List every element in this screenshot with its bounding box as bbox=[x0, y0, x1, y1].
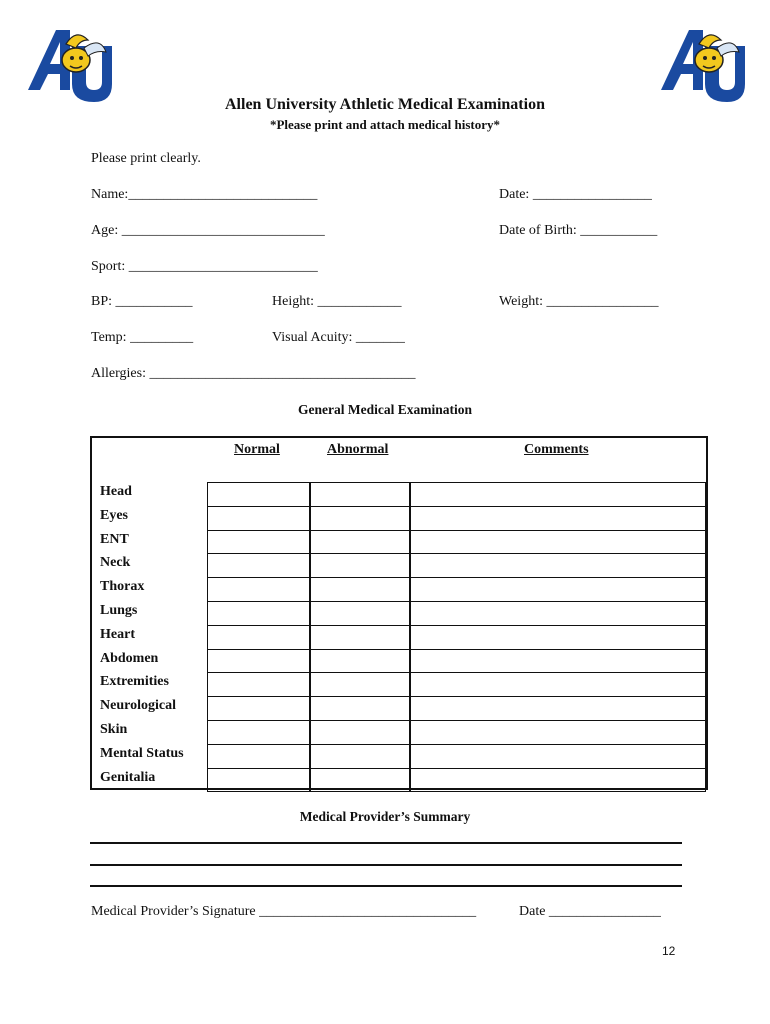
abnormal-cell[interactable] bbox=[310, 553, 410, 578]
comments-cell[interactable] bbox=[410, 768, 706, 793]
print-instruction: Please print clearly. bbox=[91, 151, 201, 166]
normal-cell[interactable] bbox=[207, 530, 310, 555]
abnormal-cell[interactable] bbox=[310, 577, 410, 602]
row-label: Eyes bbox=[100, 507, 128, 523]
row-label: Neurological bbox=[100, 698, 176, 714]
comments-cell[interactable] bbox=[410, 720, 706, 745]
normal-cell[interactable] bbox=[207, 553, 310, 578]
comments-cell[interactable] bbox=[410, 649, 706, 674]
column-header-comments: Comments bbox=[524, 442, 589, 457]
summary-line-1[interactable] bbox=[90, 842, 682, 844]
comments-cell[interactable] bbox=[410, 482, 706, 507]
row-label: Thorax bbox=[100, 579, 145, 595]
row-label: Skin bbox=[100, 722, 128, 737]
row-label: Abdomen bbox=[100, 650, 159, 666]
comments-cell[interactable] bbox=[410, 696, 706, 721]
abnormal-cell[interactable] bbox=[310, 482, 410, 507]
normal-cell[interactable] bbox=[207, 577, 310, 602]
age-field[interactable]: Age: _____________________________ bbox=[91, 223, 325, 238]
comments-cell[interactable] bbox=[410, 577, 706, 602]
comments-cell[interactable] bbox=[410, 744, 706, 769]
normal-cell[interactable] bbox=[207, 506, 310, 531]
comments-cell[interactable] bbox=[410, 553, 706, 578]
column-header-abnormal: Abnormal bbox=[327, 442, 389, 457]
normal-cell[interactable] bbox=[207, 744, 310, 769]
allen-university-logo-right bbox=[659, 26, 745, 104]
normal-cell[interactable] bbox=[207, 672, 310, 697]
allen-university-logo-left bbox=[26, 26, 112, 104]
form-subtitle: *Please print and attach medical history* bbox=[269, 117, 500, 132]
row-label: Head bbox=[100, 484, 132, 499]
comments-cell[interactable] bbox=[410, 625, 706, 650]
row-label: Mental Status bbox=[100, 745, 184, 761]
weight-field[interactable]: Weight: ________________ bbox=[499, 294, 659, 309]
row-label: Neck bbox=[100, 555, 131, 571]
normal-cell[interactable] bbox=[207, 649, 310, 674]
height-field[interactable]: Height: ____________ bbox=[272, 294, 402, 309]
provider-signature-field[interactable]: Medical Provider’s Signature _______________________________ bbox=[91, 904, 477, 919]
normal-cell[interactable] bbox=[207, 625, 310, 650]
sport-field[interactable]: Sport: ___________________________ bbox=[91, 259, 318, 274]
exam-heading: General Medical Examination bbox=[298, 402, 472, 417]
row-label: Lungs bbox=[100, 603, 138, 618]
abnormal-cell[interactable] bbox=[310, 625, 410, 650]
normal-cell[interactable] bbox=[207, 696, 310, 721]
signature-date-field[interactable]: Date ________________ bbox=[519, 904, 661, 919]
page-number: 12 bbox=[662, 944, 676, 958]
date-of-birth-field[interactable]: Date of Birth: ___________ bbox=[499, 223, 658, 238]
normal-cell[interactable] bbox=[207, 768, 310, 793]
date-field[interactable]: Date: _________________ bbox=[499, 187, 652, 202]
summary-line-2[interactable] bbox=[90, 864, 682, 866]
column-header-normal: Normal bbox=[234, 442, 280, 457]
abnormal-cell[interactable] bbox=[310, 696, 410, 721]
normal-cell[interactable] bbox=[207, 720, 310, 745]
normal-cell[interactable] bbox=[207, 601, 310, 626]
allergies-field[interactable]: Allergies: ______________________________________ bbox=[91, 366, 416, 381]
name-field[interactable]: Name:___________________________ bbox=[91, 187, 318, 202]
row-label: ENT bbox=[100, 531, 129, 547]
bp-field[interactable]: BP: ___________ bbox=[91, 294, 193, 309]
abnormal-cell[interactable] bbox=[310, 530, 410, 555]
abnormal-cell[interactable] bbox=[310, 506, 410, 531]
abnormal-cell[interactable] bbox=[310, 601, 410, 626]
row-label: Genitalia bbox=[100, 769, 156, 785]
exam-table bbox=[90, 436, 708, 790]
temp-field[interactable]: Temp: _________ bbox=[91, 330, 194, 345]
visual-acuity-field[interactable]: Visual Acuity: _______ bbox=[272, 330, 405, 345]
abnormal-cell[interactable] bbox=[310, 768, 410, 793]
form-title: Allen University Athletic Medical Examination bbox=[225, 96, 545, 113]
row-label: Heart bbox=[100, 626, 135, 642]
comments-cell[interactable] bbox=[410, 530, 706, 555]
normal-cell[interactable] bbox=[207, 482, 310, 507]
comments-cell[interactable] bbox=[410, 601, 706, 626]
summary-line-3[interactable] bbox=[90, 885, 682, 887]
abnormal-cell[interactable] bbox=[310, 744, 410, 769]
comments-cell[interactable] bbox=[410, 672, 706, 697]
abnormal-cell[interactable] bbox=[310, 720, 410, 745]
comments-cell[interactable] bbox=[410, 506, 706, 531]
row-label: Extremities bbox=[100, 674, 169, 690]
abnormal-cell[interactable] bbox=[310, 649, 410, 674]
summary-heading: Medical Provider’s Summary bbox=[299, 809, 471, 824]
abnormal-cell[interactable] bbox=[310, 672, 410, 697]
